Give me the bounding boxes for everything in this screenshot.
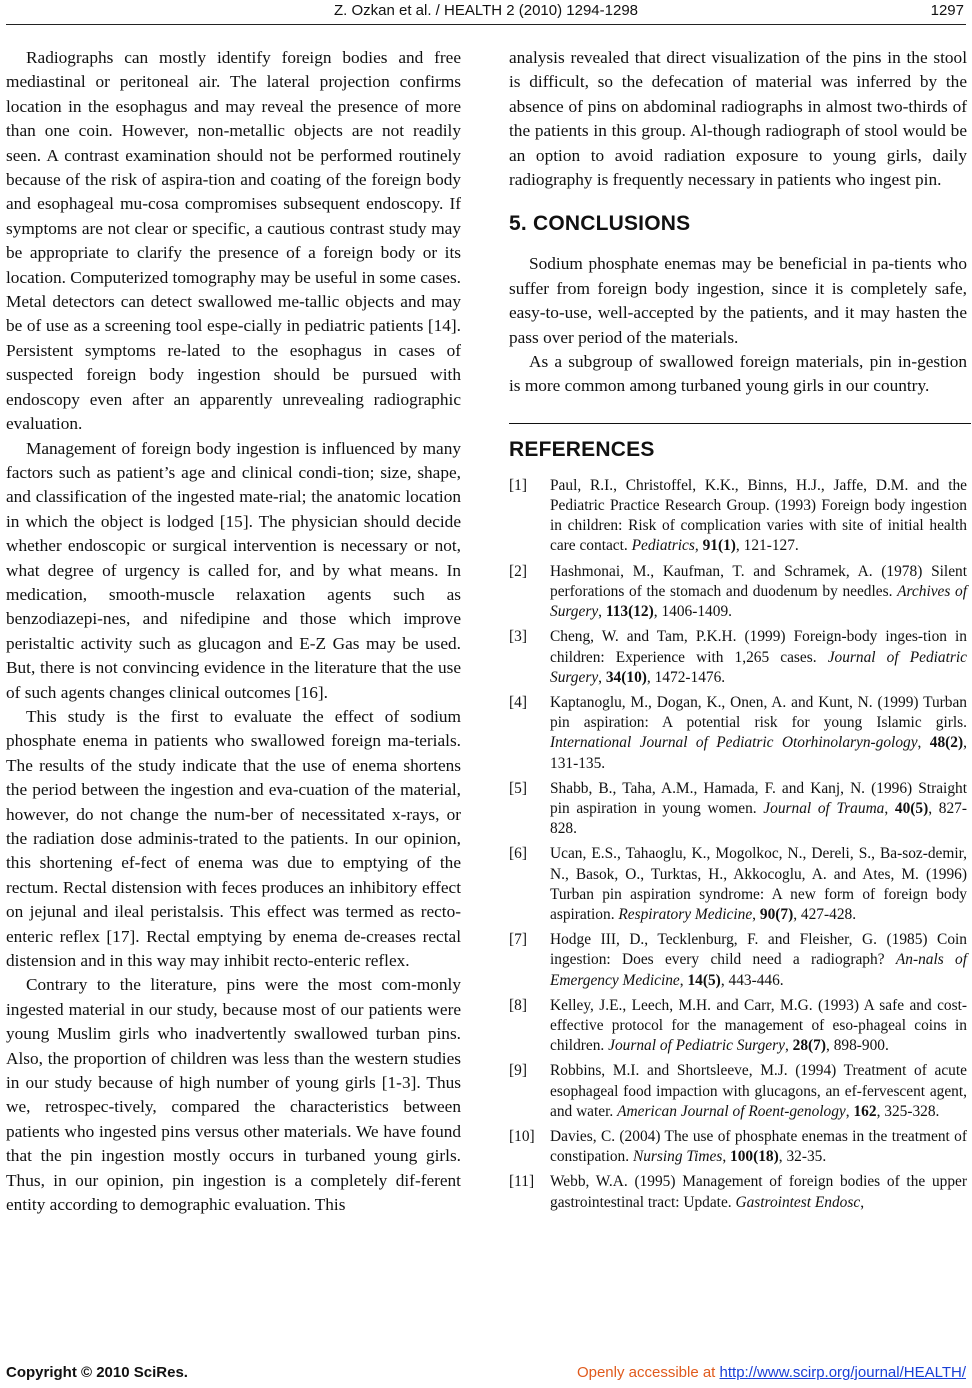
reference-item <box>509 627 967 688</box>
reference-authors: Paul, R.I., Christoffel, K.K., Binns, H.J., Jaffe, D.M. and the Pediatric Practice Research Group. (1993) Foreign body ingestion in children: Risk of complication varies with site of initial health care contact. <box>550 476 967 555</box>
reference-separator: , <box>694 537 703 555</box>
reference-journal: Journal of Pediatric Surgery <box>550 648 967 686</box>
open-access-notice <box>577 1364 966 1381</box>
reference-authors: Davies, C. (2004) The use of phosphate enemas in the treatment of constipation. <box>550 1127 967 1166</box>
reference-text <box>550 930 967 991</box>
reference-text <box>550 693 967 774</box>
reference-number: [5] <box>509 779 527 797</box>
reference-separator: , <box>752 905 760 923</box>
body-paragraph: Radiographs can mostly identify foreign bodies and free mediastinal or peritoneal air. The lateral projection confirms location in the esophagus and may reveal the presence of more than one coin. However, non-metallic objects are not readily seen. A contrast examination should not be performed routinely because of the risk of aspira-tion and coating of the foreign body and esophageal mu-cosa compromises subsequent endoscopy. If symptoms are not clear or specific, a cautious contrast study may be appropriate to clarify the presence of a foreign body or its location. Computerized tomography may be useful in some cases. Metal detectors can detect swallowed me-tallic objects and may be of use as a screening tool espe-cially in pediatric patients [14]. Persistent symptoms re-lated to the esophagus in cases of suspected foreign body ingestion should be pursued with endoscopy even after an apparently unrevealing radiographic evaluation. <box>6 48 461 434</box>
reference-text <box>550 1172 967 1212</box>
reference-volume: 91(1) <box>702 537 736 555</box>
reference-pages: , 1472-1476. <box>646 668 726 686</box>
reference-journal: International Journal of Pediatric Otorhinolaryn-gology <box>550 734 918 752</box>
reference-volume: 162 <box>853 1102 877 1120</box>
reference-number: [3] <box>509 628 527 646</box>
reference-separator: , <box>845 1102 854 1120</box>
conclusion-paragraph: As a subgroup of swallowed foreign materials, pin in-gestion is more common among turbaned young girls in our country. <box>509 352 967 396</box>
references-heading: REFERENCES <box>509 437 655 461</box>
reference-pages: , 898-900. <box>826 1037 889 1055</box>
reference-journal: An-nals of Emergency Medicine <box>550 951 968 989</box>
journal-link[interactable]: http://www.scirp.org/journal/HEALTH/ <box>719 1364 966 1381</box>
reference-item <box>509 1127 967 1167</box>
reference-separator: , <box>598 603 606 621</box>
reference-item <box>509 844 967 925</box>
reference-number: [1] <box>509 476 527 494</box>
reference-pages: , 1406-1409. <box>653 603 732 621</box>
reference-separator: , <box>917 734 930 752</box>
running-header <box>0 2 972 20</box>
reference-separator: , <box>884 799 895 817</box>
copyright-notice: Copyright © 2010 SciRes. <box>6 1364 188 1381</box>
body-paragraph: This study is the first to evaluate the effect of sodium phosphate enema in patients who swallowed foreign ma-terials. The results of the study indicate that the use of enema shortens the period between the ingestion and eva-cuation of the material, however, do not change the num-ber of necessitated x-rays, or the radiation dose adminis-trated to the patients. In our opinion, this shortening ef-fect of enema was due to emptying of the rectum. Rectal distension with feces produces an inhibitory effect on jejunal and ileal peristalsis. This effect was termed as recto-enteric reflex [17]. Rectal emptying by enema de-creases rectal distension and in this way may inhibit recto-enteric reflex. <box>6 706 461 971</box>
reference-volume: 48(2) <box>929 734 964 752</box>
reference-number: [2] <box>509 562 527 580</box>
reference-authors: Hodge III, D., Tecklenburg, F. and Fleisher, G. (1985) Coin ingestion: Does every child need a radiograph? <box>550 931 967 969</box>
reference-volume: 34(10) <box>605 668 647 686</box>
reference-pages: , 131-135. <box>550 734 967 772</box>
running-title: Z. Ozkan et al. / HEALTH 2 (2010) 1294-1298 <box>333 2 639 19</box>
reference-separator: , <box>722 1148 731 1166</box>
reference-item <box>509 779 967 840</box>
reference-number: [10] <box>509 1127 535 1145</box>
reference-text <box>550 1127 967 1167</box>
reference-item <box>509 693 967 774</box>
reference-pages: , 427-428. <box>793 905 857 923</box>
reference-journal: Archives of Surgery <box>550 582 968 621</box>
reference-journal: Respiratory Medicine <box>618 905 753 923</box>
reference-number: [6] <box>509 845 527 863</box>
right-column <box>509 46 967 1218</box>
body-paragraph: Contrary to the literature, pins were the most com-monly ingested material in our study, because most of our patients were young Muslim girls who inadvertently swallowed turban pins. Also, the proportion of children was less than the western studies in our study because of high number of young girls [1-3]. Thus we, retrospec-tively, compared the characteristics between patients who ingested pins versus other materials. We have found that the pin ingestion mostly occurs in turbaned young girls. Thus, in our opinion, pin ingestion is a completely dif-ferent entity according to demographic evaluation. This <box>6 975 461 1215</box>
reference-authors: Cheng, W. and Tam, P.K.H. (1999) Foreign-body inges-tion in children: Experience with 1,265 cases. <box>550 628 967 666</box>
reference-pages: , 325-328. <box>876 1102 940 1120</box>
reference-text <box>550 476 967 557</box>
references-rule <box>509 423 971 424</box>
reference-pages: , 32-35. <box>778 1148 827 1166</box>
reference-number: [11] <box>509 1173 535 1191</box>
reference-journal: Journal of Trauma <box>763 799 885 817</box>
reference-item <box>509 1061 967 1122</box>
reference-authors: Kaptanoglu, M., Dogan, K., Onen, A. and Kunt, N. (1999) Turban pin aspiration: A potential risk for young Islamic girls. <box>550 693 967 732</box>
reference-authors: Ucan, E.S., Tahaoglu, K., Mogolkoc, N., Dereli, S., Ba-soz-demir, N., Basok, O., Turktas, H., Akkocoglu, A. and Ates, M. (1996) Turban pin aspiration syndrome: A new form of foreign body aspiration. <box>550 845 967 923</box>
reference-text <box>550 562 967 623</box>
reference-pages: , 443-446. <box>720 971 784 989</box>
reference-separator: , <box>679 971 688 989</box>
reference-separator: , <box>598 668 606 686</box>
reference-number: [8] <box>509 996 527 1014</box>
reference-item <box>509 996 967 1057</box>
left-column <box>6 46 461 1218</box>
reference-volume: 90(7) <box>759 905 794 923</box>
conclusion-paragraph: Sodium phosphate enemas may be beneficial in pa-tients who suffer from foreign body ingestion, since it is completely safe, easy-to-use, well-accepted by the patients, and it may hasten the pass over period of the materials. <box>509 254 967 347</box>
reference-text <box>550 844 967 925</box>
reference-item <box>509 930 967 991</box>
header-rule <box>6 24 966 25</box>
reference-volume: 14(5) <box>687 971 721 989</box>
reference-number: [7] <box>509 931 527 949</box>
reference-volume: 100(18) <box>730 1148 779 1166</box>
reference-pages: , 121-127. <box>735 537 799 555</box>
reference-authors: Kelley, J.E., Leech, M.H. and Carr, M.G. (1993) A safe and cost-effective protocol for the management of eso-phageal coins in children. <box>550 996 967 1055</box>
reference-authors: Robbins, M.I. and Shortsleeve, M.J. (1994) Treatment of acute esophageal food impaction with glucagons, an ef-fervescent agent, and water. <box>550 1062 967 1120</box>
reference-journal: American Journal of Roent-genology <box>617 1102 846 1120</box>
reference-number: [4] <box>509 693 527 711</box>
reference-text <box>550 627 967 688</box>
reference-text <box>550 779 967 840</box>
reference-item <box>509 562 967 623</box>
continued-paragraph: analysis revealed that direct visualization of the pins in the stool is difficult, so the defecation of material was inferred by the absence of pins on abdominal radiographs in almost two-thirds of the patients in this group. Al-though radiograph of stool would be an option to avoid radiation exposure to young girls, daily radiography is frequently necessary in patients who ingest pin. <box>509 48 967 190</box>
reference-text <box>550 996 967 1057</box>
reference-journal: Nursing Times <box>632 1148 723 1166</box>
reference-item <box>509 476 967 557</box>
page-footer <box>0 1364 972 1386</box>
reference-text <box>550 1061 967 1122</box>
page-number: 1297 <box>930 2 964 19</box>
reference-journal: Pediatrics <box>631 537 695 555</box>
reference-separator: , <box>860 1193 865 1211</box>
reference-journal: Gastrointest Endosc <box>735 1193 861 1211</box>
reference-item <box>509 1172 967 1212</box>
reference-volume: 28(7) <box>792 1037 826 1055</box>
reference-journal: Journal of Pediatric Surgery <box>608 1037 785 1055</box>
reference-list <box>509 476 967 1213</box>
reference-number: [9] <box>509 1062 527 1080</box>
reference-volume: 40(5) <box>894 799 929 817</box>
open-access-text: Openly accessible at <box>576 1364 720 1381</box>
reference-authors: Hashmonai, M., Kaufman, T. and Schramek, A. (1978) Silent perforations of the stomach and duodenum by needles. <box>550 562 967 600</box>
reference-pages: , 827-828. <box>550 799 967 838</box>
body-paragraph: Management of foreign body ingestion is influenced by many factors such as patient’s age and clinical condi-tion; size, shape, and classification of the ingested mate-rial; the anatomic location in which the object is lodged [15]. The physician should decide whether endoscopic or surgical intervention is necessary or not, what degree of urgency is called for, and by what means. In medication, smooth-muscle relaxation agents such as benzodiazepi-nes, and nifedipine and those which improve peristaltic activity such as glucagon and E-Z Gas may be used. But, there is not convincing evidence in the literature that the use of such agents changes clinical outcomes [16]. <box>6 438 461 702</box>
reference-authors: Webb, W.A. (1995) Management of foreign bodies of the upper gastrointestinal tract: Update. <box>550 1173 967 1211</box>
reference-authors: Shabb, B., Taha, A.M., Hamada, F. and Kanj, N. (1996) Straight pin aspiration in young women. <box>550 779 967 817</box>
reference-separator: , <box>784 1037 793 1055</box>
reference-volume: 113(12) <box>605 603 654 621</box>
conclusions-heading: 5. CONCLUSIONS <box>509 212 691 236</box>
